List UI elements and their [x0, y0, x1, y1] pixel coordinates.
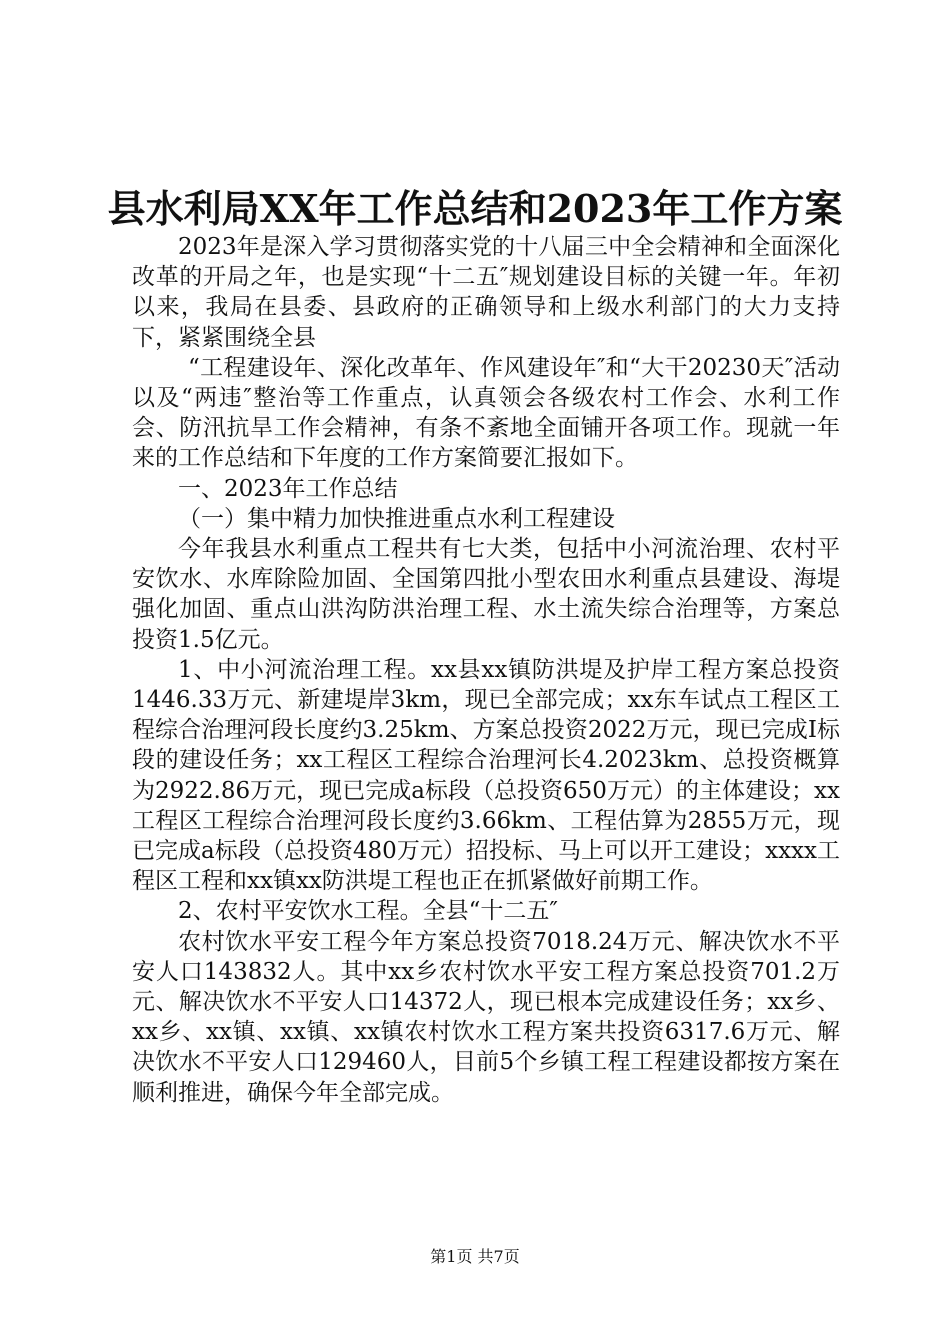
- paragraph-key-projects: 今年我县水利重点工程共有七大类，包括中小河流治理、农村平安饮水、水库除险加固、全国第四批小型农田水利重点县建设、海堤强化加固、重点山洪沟防洪治理工程、水土流失综合治理等，方案总投资1.5亿元。: [132, 536, 840, 653]
- document-body: [132, 232, 840, 1108]
- page-title: 县水利局XX年工作总结和2023年工作方案: [107, 186, 843, 231]
- paragraph-intro: 2023年是深入学习贯彻落实党的十八届三中全会精神和全面深化改革的开局之年，也是实现“十二五″规划建设目标的关键一年。年初以来，我局在县委、县政府的正确领导和上级水利部门的大力支持下，紧紧围绕全县: [132, 234, 840, 351]
- paragraph-drinking-water-heading: 2、农村平安饮水工程。全县“十二五″: [178, 898, 558, 925]
- page-footer: 第1页 共7页: [430, 1247, 520, 1266]
- subsection-heading: （一）集中精力加快推进重点水利工程建设: [178, 505, 615, 532]
- section-heading: 一、2023年工作总结: [178, 475, 398, 502]
- paragraph-focus: “工程建设年、深化改革年、作风建设年″和“大干20230天″活动以及“两违″整治等工作重点，认真领会各级农村工作会、水利工作会、防汛抗旱工作会精神，有条不紊地全面铺开各项工作。现就一年来的工作总结和下年度的工作方案简要汇报如下。: [132, 354, 840, 472]
- paragraph-drinking-water: 农村饮水平安工程今年方案总投资7018.24万元、解决饮水不平安人口143832人。其中xx乡农村饮水平安工程方案总投资701.2万元、解决饮水不平安人口14372人，现已根本完成建设任务；xx乡、xx乡、xx镇、xx镇、xx镇农村饮水工程方案共投资6317.6万元、解决饮水不平安人口129460人，目前5个乡镇工程工程建设都按方案在顺利推进，确保今年全部完成。: [132, 928, 840, 1106]
- paragraph-river-governance: 1、中小河流治理工程。xx县xx镇防洪堤及护岸工程方案总投资1446.33万元、新建堤岸3km，现已全部完成；xx东车试点工程区工程综合治理河段长度约3.25km、方案总投资2022万元，现已完成Ⅰ标段的建设任务；xx工程区工程综合治理河长4.2023km、总投资概算为2922.86万元，现已完成a标段（总投资650万元）的主体建设；xx工程区工程综合治理河段长度约3.66km、工程估算为2855万元，现已完成a标段（总投资480万元）招投标、马上可以开工建设；xxxx工程区工程和xx镇xx防洪堤工程也正在抓紧做好前期工作。: [132, 656, 840, 895]
